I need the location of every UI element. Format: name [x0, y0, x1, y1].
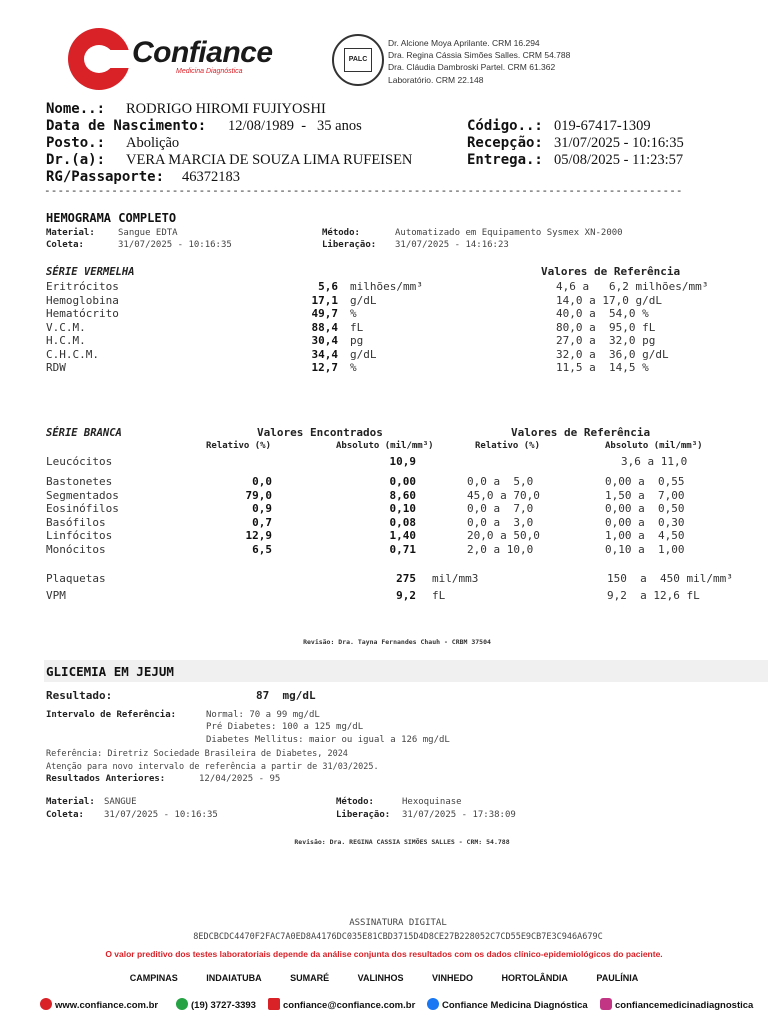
intervalo-diabetes: Diabetes Mellitus: maior ou igual a 126 mg/dL: [206, 735, 450, 745]
coleta-value: 31/07/2025 - 10:16:35: [118, 240, 232, 250]
white-row-ref-absolute: 1,00 a 4,50: [605, 529, 685, 542]
liberacao-value: 31/07/2025 - 14:16:23: [395, 240, 509, 250]
facebook-link[interactable]: Confiance Medicina Diagnóstica: [427, 998, 588, 1011]
signature-label: ASSINATURA DIGITAL: [349, 918, 447, 928]
city-item: INDAIATUBA: [206, 973, 262, 983]
logo-text: Confiance: [132, 36, 273, 69]
logo-subtitle: Medicina Diagnóstica: [176, 68, 243, 75]
metodo-label: Método:: [322, 228, 360, 238]
city-item: HORTOLÂNDIA: [501, 973, 568, 983]
website-link[interactable]: www.confiance.com.br: [40, 998, 158, 1011]
ref-values-header-2: Valores de Referência: [511, 426, 651, 439]
red-row-name: V.C.M.: [46, 320, 86, 334]
doctor-line: Laboratório. CRM 22.148: [388, 74, 484, 85]
white-row-ref-absolute: 1,50 a 7,00: [605, 488, 685, 502]
rg-value: 46372183: [182, 169, 240, 185]
intervalo-label: Intervalo de Referência:: [46, 710, 177, 720]
white-row-name: Eosinófilos: [46, 502, 119, 515]
red-row-unit: g/dL: [350, 347, 377, 361]
red-row-value: 49,7: [311, 307, 338, 320]
glic-liberacao-label: Liberação:: [336, 810, 391, 820]
codigo-label: Código..:: [467, 118, 543, 134]
city-item: SUMARÉ: [290, 973, 330, 983]
plaquetas-unit: mil/mm3: [432, 572, 479, 585]
absolute-header: Absoluto (mil/mm³): [336, 441, 434, 451]
city-item: VINHEDO: [432, 973, 474, 983]
relative-header: Relativo (%): [206, 441, 272, 451]
vpm-ref: 9,2 a 12,6 fL: [607, 589, 700, 602]
red-row-ref: 80,0 a 95,0 fL: [556, 320, 656, 334]
separator: -----------------------------------------------------------------------------------------------: [44, 184, 683, 197]
serie-vermelha-title: SÉRIE VERMELHA: [46, 266, 135, 278]
red-row-value: 5,6: [318, 280, 338, 293]
red-row-name: C.H.C.M.: [46, 347, 99, 361]
serie-branca-title: SÉRIE BRANCA: [46, 427, 122, 439]
red-row-unit: g/dL: [350, 293, 377, 307]
doctor-name: VERA MARCIA DE SOUZA LIMA RUFEISEN: [126, 152, 413, 168]
glic-material-label: Material:: [46, 797, 95, 807]
red-row-ref: 11,5 a 14,5 %: [556, 361, 649, 374]
red-row-name: Hemoglobina: [46, 293, 119, 307]
entrega-label: Entrega.:: [467, 152, 543, 168]
red-row-ref: 32,0 a 36,0 g/dL: [556, 347, 669, 361]
signature-hash: 8EDCBCDC4470F2FAC7A0ED8A4176DC035E81CBD3715D4D8CE27B228052C7CD55E9CB7E3C946A679C: [193, 932, 603, 942]
red-row-ref: 40,0 a 54,0 %: [556, 307, 649, 320]
resultado-value: 87 mg/dL: [256, 689, 316, 702]
red-row-name: RDW: [46, 361, 66, 374]
glic-coleta-value: 31/07/2025 - 10:16:35: [104, 810, 218, 820]
leucocitos-value: 10,9: [389, 455, 416, 468]
doctors-list: [388, 37, 570, 86]
leucocitos-label: Leucócitos: [46, 455, 113, 468]
plaquetas-value: 275: [396, 572, 416, 585]
found-values-header: Valores Encontrados: [257, 426, 383, 439]
white-row-absolute: 1,40: [389, 529, 416, 542]
intervalo-normal: Normal: 70 a 99 mg/dL: [206, 710, 320, 720]
white-row-ref-absolute: 0,00 a 0,55: [605, 475, 685, 488]
instagram-icon: [600, 998, 612, 1010]
relative-ref-header: Relativo (%): [475, 441, 541, 451]
glic-material-value: SANGUE: [104, 797, 137, 807]
recepcao-label: Recepção:: [467, 135, 543, 151]
leucocitos-ref: 3,6 a 11,0: [621, 455, 688, 468]
plaquetas-ref: 150 a 450 mil/mm³: [607, 572, 733, 585]
entrega-value: 05/08/2025 - 11:23:57: [554, 152, 684, 168]
white-row-absolute: 0,08: [389, 515, 416, 529]
material-value: Sangue EDTA: [118, 228, 178, 238]
white-row-relative: 0,0: [252, 475, 272, 488]
red-row-ref: 27,0 a 32,0 pg: [556, 334, 656, 347]
plaquetas-label: Plaquetas: [46, 572, 106, 585]
white-row-ref-absolute: 0,00 a 0,30: [605, 515, 685, 529]
phone-link[interactable]: (19) 3727-3393: [176, 998, 256, 1011]
confiance-icon: [40, 998, 52, 1010]
glic-coleta-label: Coleta:: [46, 810, 84, 820]
recepcao-value: 31/07/2025 - 10:16:35: [554, 135, 684, 151]
vpm-unit: fL: [432, 589, 446, 602]
red-row-value: 88,4: [311, 320, 338, 334]
referencia-text: Referência: Diretriz Sociedade Brasileira de Diabetes, 2024: [46, 749, 348, 759]
coleta-label: Coleta:: [46, 240, 84, 250]
glic-metodo-label: Método:: [336, 797, 374, 807]
hemograma-revisao: Revisão: Dra. Tayna Fernandes Chauh - CRBM 37504: [303, 638, 491, 646]
material-label: Material:: [46, 228, 95, 238]
disclaimer: O valor preditivo dos testes laboratoriais depende da análise conjunta dos resultados com os dados clínico-epidemiológicos do paciente.: [105, 949, 663, 959]
white-row-absolute: 0,00: [389, 475, 416, 488]
white-row-ref-relative: 0,0 a 5,0: [467, 475, 534, 488]
liberacao-label: Liberação:: [322, 240, 377, 250]
white-row-relative: 0,9: [252, 502, 272, 515]
red-row-value: 12,7: [311, 361, 338, 374]
red-row-value: 30,4: [311, 334, 338, 347]
doctor-line: Dr. Alcione Moya Aprilante. CRM 16.294: [388, 38, 540, 48]
glicemia-revisao: Revisão: Dra. REGINA CASSIA SIMÕES SALLES - CRM: 54.788: [294, 838, 510, 846]
cities-list: [0, 973, 768, 983]
white-row-relative: 6,5: [252, 542, 272, 556]
red-row-ref: 14,0 a 17,0 g/dL: [556, 293, 662, 307]
red-row-unit: fL: [350, 320, 364, 334]
hemograma-title: HEMOGRAMA COMPLETO: [46, 211, 177, 225]
white-row-ref-absolute: 0,10 a 1,00: [605, 542, 685, 556]
white-row-ref-relative: 0,0 a 3,0: [467, 515, 534, 529]
posto-label: Posto.:: [46, 135, 106, 151]
white-row-relative: 0,7: [252, 515, 272, 529]
nasc-label: Data de Nascimento:: [46, 118, 207, 134]
rg-label: RG/Passaporte:: [46, 169, 165, 185]
absolute-ref-header: Absoluto (mil/mm³): [605, 441, 703, 451]
mail-icon: [268, 998, 280, 1010]
red-row-unit: milhões/mm³: [350, 280, 423, 293]
metodo-value: Automatizado em Equipamento Sysmex XN-2000: [395, 228, 623, 238]
white-row-relative: 79,0: [245, 488, 272, 502]
glic-liberacao-value: 31/07/2025 - 17:38:09: [402, 810, 516, 820]
glicemia-title: GLICEMIA EM JEJUM: [46, 664, 174, 679]
vpm-label: VPM: [46, 589, 66, 602]
ref-values-header: Valores de Referência: [541, 265, 681, 278]
white-row-ref-relative: 45,0 a 70,0: [467, 488, 540, 502]
resultado-label: Resultado:: [46, 689, 113, 702]
whatsapp-icon: [176, 998, 188, 1010]
white-row-name: Linfócitos: [46, 529, 113, 542]
red-row-unit: %: [350, 307, 357, 320]
white-row-absolute: 0,10: [389, 502, 416, 515]
red-row-name: Hematócrito: [46, 307, 119, 320]
palc-seal-icon: PALC: [332, 34, 384, 86]
vpm-value: 9,2: [396, 589, 416, 602]
doctor-line: Dra. Cláudia Dambroski Partel. CRM 61.362: [388, 62, 556, 73]
red-row-unit: %: [350, 361, 357, 374]
white-row-name: Monócitos: [46, 542, 106, 556]
white-row-name: Basófilos: [46, 515, 106, 529]
white-row-ref-absolute: 0,00 a 0,50: [605, 502, 685, 515]
nome-label: Nome..:: [46, 101, 106, 117]
white-row-absolute: 8,60: [389, 488, 416, 502]
city-item: VALINHOS: [357, 973, 404, 983]
facebook-icon: [427, 998, 439, 1010]
white-row-ref-relative: 0,0 a 7,0: [467, 502, 534, 515]
red-row-value: 17,1: [311, 293, 338, 307]
white-row-relative: 12,9: [245, 529, 272, 542]
city-item: CAMPINAS: [129, 973, 178, 983]
red-row-ref: 4,6 a 6,2 milhões/mm³: [556, 280, 709, 293]
dr-label: Dr.(a):: [46, 152, 106, 168]
white-row-ref-relative: 2,0 a 10,0: [467, 542, 534, 556]
anteriores-label: Resultados Anteriores:: [46, 774, 166, 784]
city-item: PAULÍNIA: [596, 973, 639, 983]
red-row-unit: pg: [350, 334, 364, 347]
glic-metodo-value: Hexoquinase: [402, 797, 462, 807]
codigo-value: 019-67417-1309: [554, 118, 651, 134]
white-row-absolute: 0,71: [389, 542, 416, 556]
red-row-value: 34,4: [311, 347, 338, 361]
birth-date: 12/08/1989 - 35 anos: [228, 118, 362, 134]
atencao-text: Atenção para novo intervalo de referência a partir de 31/03/2025.: [46, 762, 379, 772]
white-row-name: Bastonetes: [46, 475, 113, 488]
posto-value: Abolição: [126, 135, 180, 151]
doctor-line: Dra. Regina Cássia Simões Salles. CRM 54.788: [388, 50, 571, 61]
red-row-name: Eritrócitos: [46, 280, 119, 293]
white-row-name: Segmentados: [46, 488, 119, 502]
white-row-ref-relative: 20,0 a 50,0: [467, 529, 540, 542]
email-link[interactable]: confiance@confiance.com.br: [268, 998, 415, 1011]
instagram-link[interactable]: confiancemedicinadiagnostica: [600, 998, 753, 1011]
red-row-name: H.C.M.: [46, 334, 86, 347]
patient-name: RODRIGO HIROMI FUJIYOSHI: [126, 101, 326, 117]
intervalo-prediabetes: Pré Diabetes: 100 a 125 mg/dL: [206, 722, 364, 732]
anteriores-value: 12/04/2025 - 95: [199, 774, 281, 784]
